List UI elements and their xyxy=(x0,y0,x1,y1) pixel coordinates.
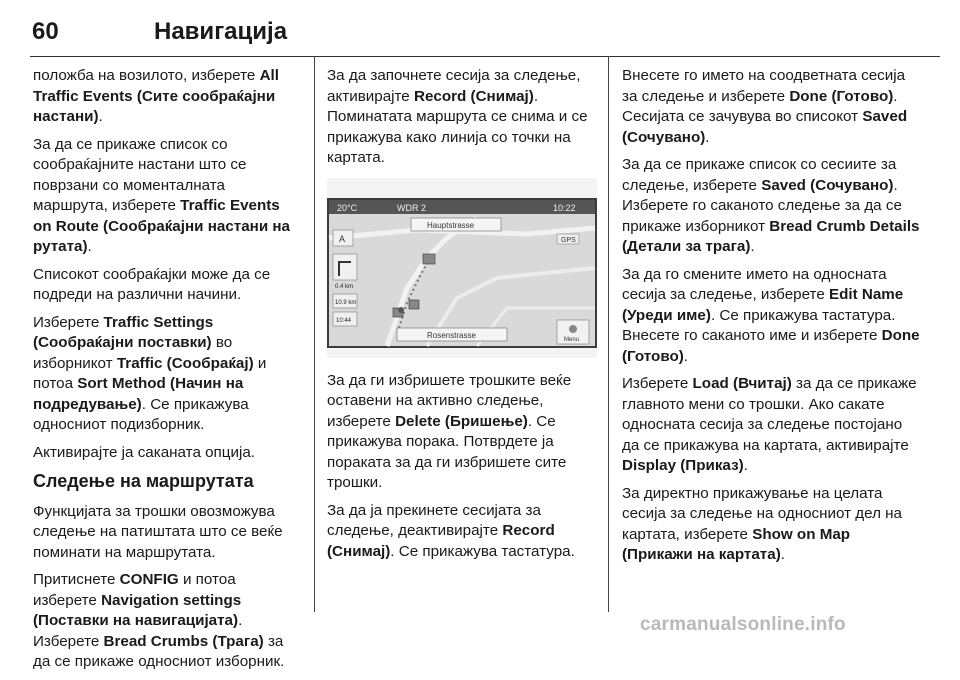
menu-label: Menu xyxy=(564,336,580,343)
temperature-readout: 20°C xyxy=(337,202,358,213)
column-3 xyxy=(622,66,922,573)
next-turn-distance: 0.4 km xyxy=(335,283,354,290)
paragraph: Функцијата за трошки овозможува следење на патиштата што се веќе поминати на маршрутата. xyxy=(33,502,283,561)
paragraph: За директно прикажување на целата сесија за следење на односниот дел на картата, изберете Show on Map (Прикажи на картата). xyxy=(622,484,903,563)
paragraph: За да го смените името на односната сесија за следење, изберете Edit Name (Уреди име). Се прикажува тастатура. Внесете го саканото име и изберете Done (Готово). xyxy=(622,265,920,365)
paragraph: За да се прикаже список со сообраќајните настани што се поврзани со моменталната маршрута, изберете Traffic Events on Route (Сообраќајни настани на рутата). xyxy=(33,135,291,255)
menu-icon xyxy=(569,325,577,333)
bottom-street-name: Rosenstrasse xyxy=(427,330,476,340)
paragraph: За да ги избришете трошките веќе оставени на активно следење, изберете Delete (Бришење). Се прикажува порака. Потврдете ја пораката за да ги избришете сите трошки. xyxy=(327,371,572,491)
paragraph: Активирајте ја саканата опција. xyxy=(33,443,256,461)
navigation-screen-illustration xyxy=(327,178,597,358)
paragraph: За да ја прекинете сесијата за следење, деактивирајте Record (Снимај). Се прикажува тастатура. xyxy=(327,501,575,560)
arrival-time: 10:44 xyxy=(336,317,352,324)
paragraph: Списокот сообраќајки може да се подреди на различни начини. xyxy=(33,265,271,303)
poi-marker[interactable] xyxy=(409,300,419,309)
map-screen xyxy=(327,178,597,358)
column-divider-2 xyxy=(608,56,609,612)
clock: 10:22 xyxy=(553,202,576,213)
remaining-distance: 10.9 km xyxy=(335,299,357,306)
paragraph: Изберете Load (Вчитај) за да се прикаже главното мени со трошки. Ако сакате односната сесија за следење постојано да се прикажува на картата, активирајте Display (Приказ). xyxy=(622,375,917,474)
page-number: 60 xyxy=(32,18,59,45)
section-title: Навигација xyxy=(154,18,288,45)
poi-marker[interactable] xyxy=(423,254,435,264)
paragraph: Изберете Traffic Settings (Сообраќајни поставки) во изборникот Traffic (Сообраќај) и потоа Sort Method (Начин на подредување). Се прикажува односниот подизборник. xyxy=(33,313,267,433)
watermark: carmanualsonline.info xyxy=(640,614,846,635)
column-2 xyxy=(327,66,597,569)
paragraph: За да започнете сесија за следење, активирајте Record (Снимај). Поминатата маршрута се снима и се прикажува како линија со точки на картата. xyxy=(327,67,588,166)
radio-station: WDR 2 xyxy=(397,202,426,213)
gps-label: GPS xyxy=(561,236,576,244)
subheading: Следење на маршрутата xyxy=(33,471,254,491)
turn-indicator xyxy=(333,254,357,280)
zoom-letter: A xyxy=(339,233,346,244)
vehicle-position-icon xyxy=(398,307,404,313)
paragraph: Внесете го името на соодветната сесија за следење и изберете Done (Готово). Сесијата се зачувува во списокот Saved (Сочувано). xyxy=(622,67,908,146)
paragraph: Притиснете CONFIG и потоа изберете Navigation settings (Поставки на навигацијата). Изберете Bread Crumbs (Трага) за да се прикаже односниот изборник. xyxy=(33,571,285,670)
column-1 xyxy=(33,66,301,680)
top-street-name: Hauptstrasse xyxy=(427,220,475,230)
paragraph: За да се прикаже список со сесиите за следење, изберете Saved (Сочувано). Изберете го саканото следење за да се прикаже изборникот Bread Crumb Details (Детали за трага). xyxy=(622,156,920,255)
header-rule xyxy=(30,56,940,57)
column-divider-1 xyxy=(314,56,315,612)
page-header xyxy=(30,12,940,52)
paragraph: положба на возилото, изберете All Traffic Events (Сите сообраќајни настани). xyxy=(33,67,279,125)
